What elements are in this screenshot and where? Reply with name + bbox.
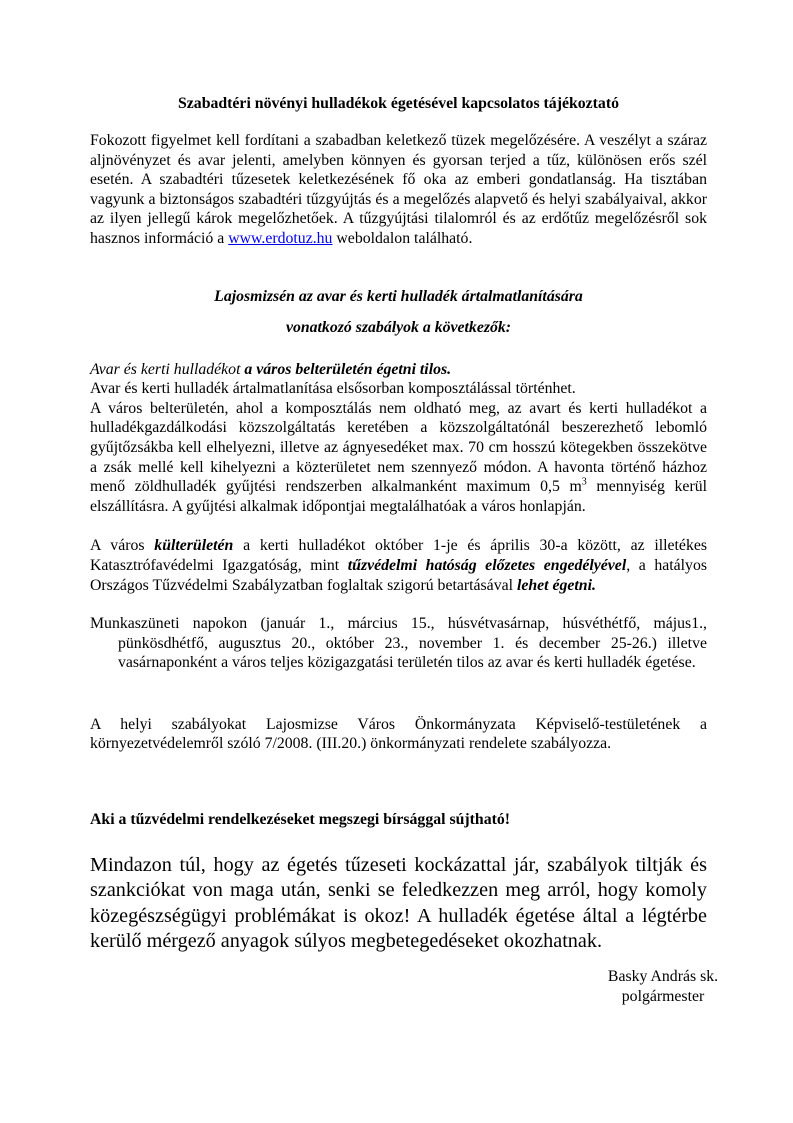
munkaszuneti-paragraph: Munkaszüneti napokon (január 1., március 15., húsvétvasárnap, húsvéthétfő, május1., pünkösdhétfő, augusztus 20., október 23., november 1. és december 25-26.) illetve vasárnaponként a város teljes közigazgatási területén tilos az avar és kerti hulladék égetése.: [90, 615, 707, 672]
belterulet-text-part1: A város belterületén, ahol a komposztálás nem oldható meg, az avart és kerti hulladékot a hulladékgazdálkodási közszolgáltatás keretében a közszolgáltatónál beszerezhető lebomló gyűjtőzsákba kell elhelyezni, illetve az ágnyesedéket max. 70 cm hosszú kötegekben összekötve a zsák mellé kell kihelyezni a közterületet nem szennyező módon. A havonta történő házhoz menő zöldhulladék gyűjtési rendszerben alkalmanként maximum 0,5 m: [90, 399, 707, 496]
kulterulet-text-part1: A város: [90, 537, 155, 555]
kulterulet-text-part2: a kerti hulladékot október 1-je és április 30-a között, az illetékes Katasztrófavédelmi Igazgatóság, mint: [90, 537, 708, 574]
erdotuz-link[interactable]: www.erdotuz.hu: [228, 229, 333, 247]
signature-block: [558, 967, 768, 1007]
intro-paragraph: [90, 131, 707, 249]
cubic-meter-superscript: 3: [581, 476, 587, 488]
rule-intro-italic: Avar és kerti hulladékot: [90, 360, 245, 378]
kulterulet-text-part3: , a hatályos Országos Tűzvédelmi Szabályzatban foglaltak szigorú betartásával: [90, 556, 707, 594]
belterulet-paragraph: [90, 399, 707, 517]
kulterulet-emphasis2: tűzvédelmi hatóság előzetes engedélyével: [347, 556, 627, 574]
signature-name: Basky András sk.: [607, 968, 719, 986]
belterulet-text-part2: mennyiség kerül elszállításra. A gyűjtési alkalmak időpontjai megtalálhatóak a város honlapján.: [90, 478, 707, 515]
rules-subtitle-line1: Lajosmizsén az avar és kerti hulladék ártalmatlanítására: [214, 287, 583, 305]
kulterulet-emphasis3: lehet égetni.: [516, 576, 596, 594]
rule-intro-line1: [90, 360, 707, 380]
rule-intro-bold-italic: a város belterületén égetni tilos.: [244, 360, 452, 378]
rule-intro-line2: Avar és kerti hulladék ártalmatlanítása elsősorban komposztálással történhet.: [90, 380, 576, 398]
document-title: Szabadtéri növényi hulladékok égetésével kapcsolatos tájékoztató: [178, 95, 619, 112]
signature-title: polgármester: [621, 988, 705, 1006]
intro-text-before-link: Fokozott figyelmet kell fordítani a szabadban keletkező tüzek megelőzésére. A veszélyt a száraz aljnövényzet és avar jelenti, amelyben könnyen és gyorsan terjed a tűz, különösen erős szél esetén. A szabadtéri tűzesetek keletkezésének fő oka az emberi gondatlanság. Ha tisztában vagyunk a biztonságos szabadtéri tűzgyújtás és a megelőzés alapvető és helyi szabályaival, akkor az ilyen jellegű károk megelőzhetőek. A tűzgyújtási tilalomról és az erdőtűz megelőzésről sok hasznos információ a: [90, 132, 707, 247]
intro-text-after-link: weboldalon található.: [332, 229, 473, 247]
rules-subtitle-line2: vonatkozó szabályok a következők:: [285, 318, 512, 336]
birsag-warning-line: Aki a tűzvédelmi rendelkezéseket megszegi bírsággal sújtható!: [90, 811, 511, 829]
kulterulet-emphasis1: külterületén: [154, 537, 234, 555]
helyi-szabalyok-paragraph: A helyi szabályokat Lajosmizse Város Önkormányzata Képviselő-testületének a környezetvédelemről szóló 7/2008. (III.20.) önkormányzati rendelete szabályozza.: [90, 715, 707, 753]
kulterulet-paragraph: [90, 536, 707, 595]
closing-paragraph: Mindazon túl, hogy az égetés tűzeseti kockázattal jár, szabályok tiltják és szankciókat von maga után, senki se feledkezzen meg arról, hogy komoly közegészségügyi problémákat is okoz! A hulladék égetése által a légtérbe kerülő mérgező anyagok súlyos megbetegedéseket okozhatnak.: [90, 853, 707, 953]
